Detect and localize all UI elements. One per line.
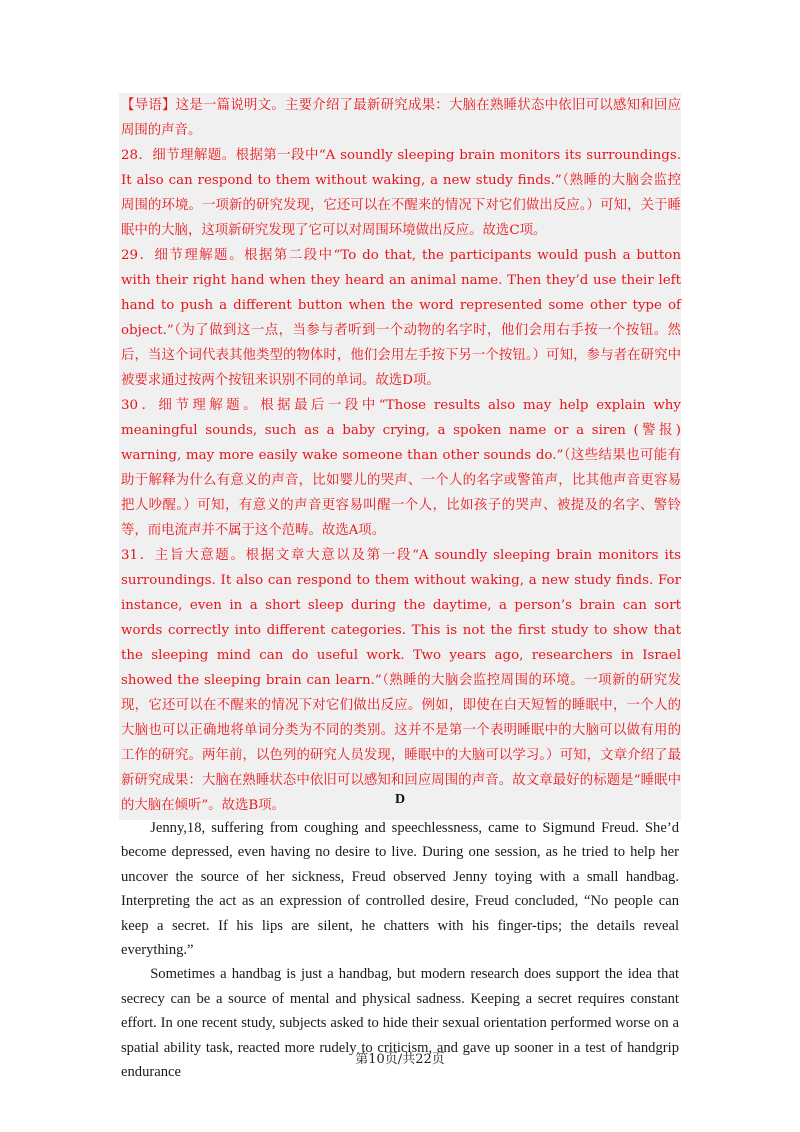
answer-explanations (119, 93, 681, 820)
section-heading: D (394, 792, 406, 807)
guide-paragraph: 【导语】这是一篇说明文。主要介绍了最新研究成果：大脑在熟睡状态中依旧可以感知和回应周围的声音。 (121, 98, 681, 138)
passage-paragraph-1: Jenny,18, suffering from coughing and speechlessness, came to Sigmund Freud. She’d become depressed, even having no desire to live. During one session, as he tried to help her uncover the source of her sickness, Freud observed Jenny toying with a small handbag. Interpreting the act as an expression of controlled desire, Freud concluded, “No people can keep a secret. If his lips are silent, he chatters with his finger-tips; the details reveal everything.” (121, 820, 679, 959)
answer-28: 28．细节理解题。根据第一段中“A soundly sleeping brain monitors its surroundings. It also can respond to them without waking, a new study finds.”（熟睡的大脑会监控周围的环境。一项新的研究发现，它还可以在不醒来的情况下对它们做出反应。）可知，关于睡眠中的大脑，这项新研究发现了它可以对周围环境做出反应。故选C项。 (121, 148, 681, 238)
answer-29: 29．细节理解题。根据第二段中“To do that, the participants would push a button with their right hand when they heard an animal name. Then they’d use their left hand to push a different button when the word represented some other type of object.”（为了做到这一点，当参与者听到一个动物的名字时，他们会用右手按一个按钮。然后，当这个词代表其他类型的物体时，他们会用左手按下另一个按钮。）可知，参与者在研究中被要求通过按两个按钮来识别不同的单词。故选D项。 (121, 248, 681, 388)
reading-passage (121, 816, 679, 1084)
page-number: 第10页/共22页 (355, 1052, 445, 1067)
answer-30: 30．细节理解题。根据最后一段中“Those results also may help explain why meaningful sounds, such as a baby crying, a spoken name or a siren (警报) warning, may more easily wake someone than other sounds do.”（这些结果也可能有助于解释为什么有意义的声音，比如婴儿的哭声、一个人的名字或警笛声，比其他声音更容易把人吵醒。）可知，有意义的声音更容易叫醒一个人，比如孩子的哭声、被提及的名字、警铃等，而电流声并不属于这个范畴。故选A项。 (121, 398, 681, 538)
answer-31: 31．主旨大意题。根据文章大意以及第一段“A soundly sleeping brain monitors its surroundings. It also can respond to them without waking, a new study finds. For instance, even in a short sleep during the daytime, a person’s brain can sort words correctly into different categories. This is not the first study to show that the sleeping mind can do useful work. Two years ago, researchers in Israel showed the sleeping brain can learn.”（熟睡的大脑会监控周围的环境。一项新的研究发现，它还可以在不醒来的情况下对它们做出反应。例如，即使在白天短暂的睡眠中，一个人的大脑也可以正确地将单词分类为不同的类别。这并不是第一个表明睡眠中的大脑可以做有用的工作的研究。两年前，以色列的研究人员发现，睡眠中的大脑可以学习。）可知，文章介绍了最新研究成果：大脑在熟睡状态中依旧可以感知和回应周围的声音。故文章最好的标题是“睡眠中的大脑在倾听”。故选B项。 (121, 548, 681, 813)
passage-paragraph-2: Sometimes a handbag is just a handbag, but modern research does support the idea that secrecy can be a source of mental and physical sadness. Keeping a secret requires constant effort. In one recent study, subjects asked to hide their sexual orientation performed worse on a spatial ability task, reacted more rudely to criticism, and gave up sooner in a test of handgrip endurance (121, 966, 679, 1081)
